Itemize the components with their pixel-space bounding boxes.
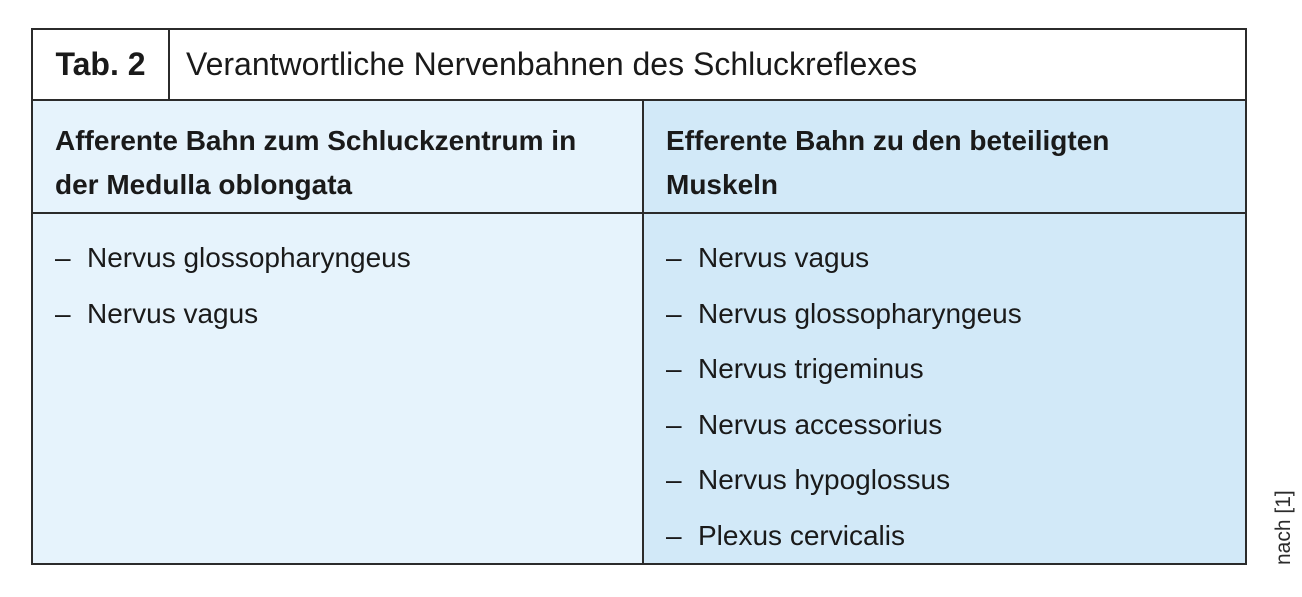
list-item-text: Nervus vagus xyxy=(698,242,870,273)
afferent-column xyxy=(33,214,644,563)
list-item xyxy=(666,452,1245,508)
list-dash: – xyxy=(666,353,682,384)
efferent-column xyxy=(644,214,1245,563)
efferent-column-header: Efferente Bahn zu den beteiligten Muskeln xyxy=(644,101,1245,212)
list-item xyxy=(55,286,642,342)
list-dash: – xyxy=(666,519,682,551)
table-body-row xyxy=(33,214,1245,563)
list-item xyxy=(55,230,642,286)
list-dash: – xyxy=(666,297,682,329)
list-item-text: Nervus glossopharyngeus xyxy=(698,297,1022,329)
list-dash: – xyxy=(666,464,682,495)
nerve-pathways-table xyxy=(31,28,1247,565)
list-dash: – xyxy=(55,242,71,273)
list-item-text: Nervus accessorius xyxy=(698,408,943,440)
list-item-text: Plexus cervicalis xyxy=(698,519,905,551)
list-item xyxy=(666,397,1245,453)
table-title: Verantwortliche Nervenbahnen des Schluckreflexes xyxy=(186,46,918,83)
table-label: Tab. 2 xyxy=(33,30,170,99)
table-title-row xyxy=(33,30,1245,101)
list-dash: – xyxy=(55,297,71,329)
list-dash: – xyxy=(666,408,682,440)
list-dash: – xyxy=(666,242,682,273)
list-item xyxy=(666,230,1245,286)
list-item-text: Nervus vagus xyxy=(87,297,259,329)
column-header-row xyxy=(33,101,1245,214)
list-item-text: Nervus trigeminus xyxy=(698,353,924,384)
list-item xyxy=(666,341,1245,397)
list-item-text: Nervus hypoglossus xyxy=(698,464,951,495)
list-item xyxy=(666,508,1245,564)
list-item-text: Nervus glossopharyngeus xyxy=(87,242,411,273)
afferent-column-header: Afferente Bahn zum Schluckzentrum in der Medulla oblongata xyxy=(33,101,644,212)
list-item xyxy=(666,286,1245,342)
source-note: nach [1] xyxy=(1272,490,1295,565)
